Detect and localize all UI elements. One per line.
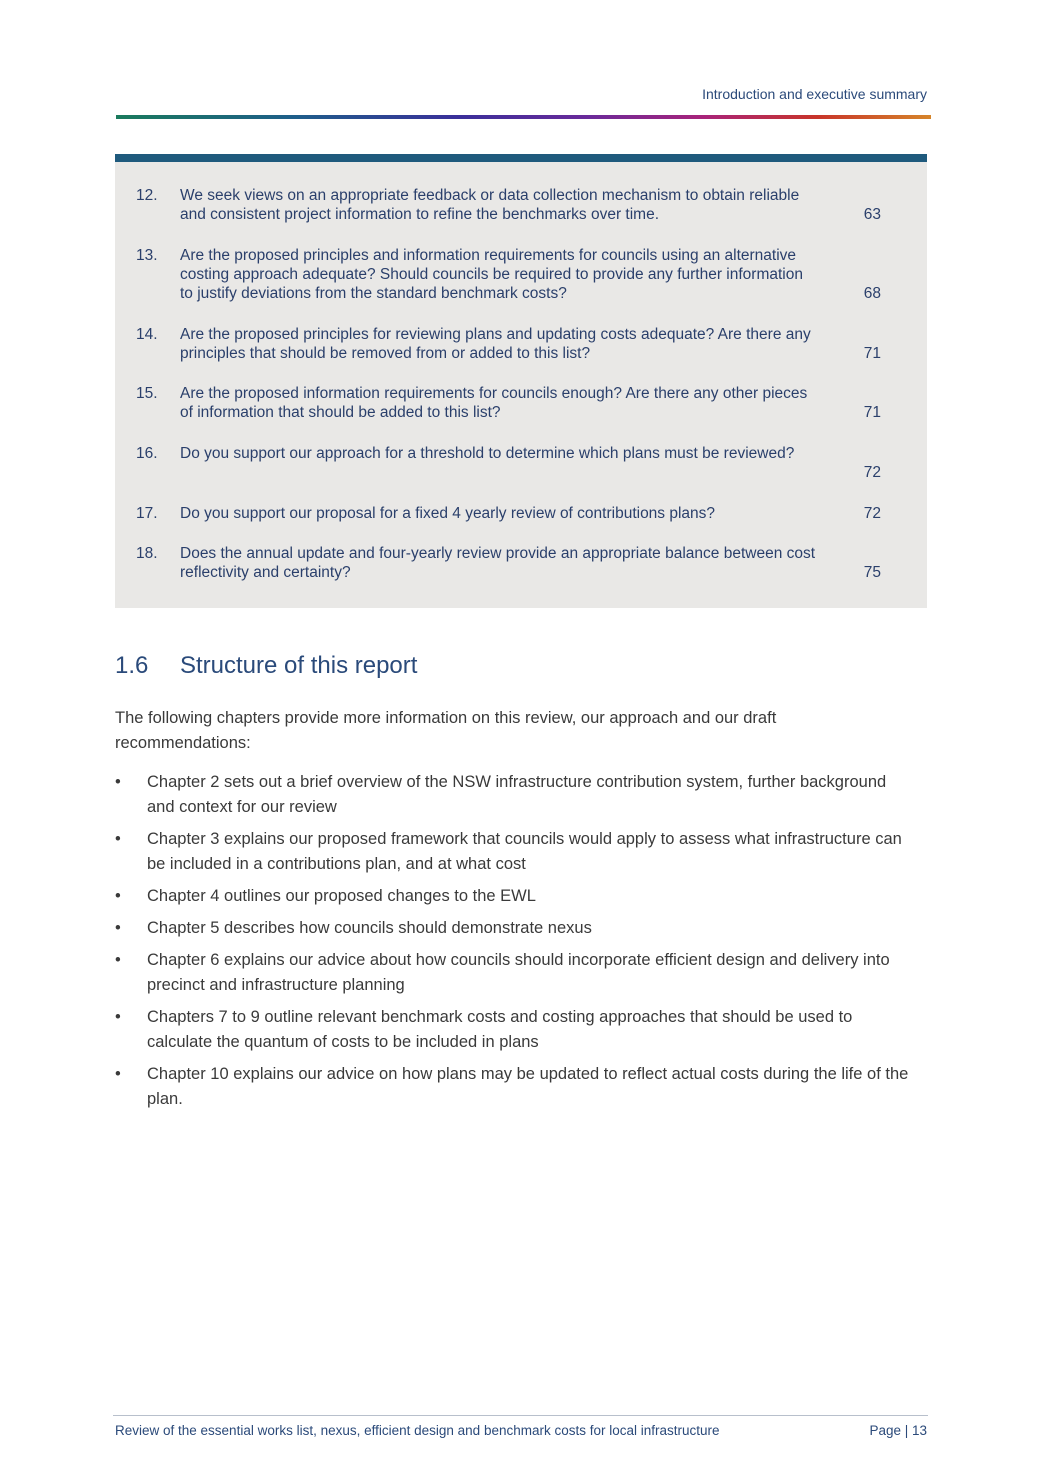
list-item-text: Chapter 6 explains our advice about how councils should incorporate efficient design and delivery into precinct and infrastructure planning (147, 951, 890, 994)
question-number: 16. (136, 445, 158, 462)
question-text: Do you support our proposal for a fixed 4 yearly review of contributions plans? (180, 505, 716, 522)
section-intro: The following chapters provide more information on this review, our approach and our draft recommendations: (115, 709, 777, 752)
bullet-icon: • (115, 1008, 121, 1026)
section-title: Structure of this report (180, 652, 418, 679)
question-text: Are the proposed information requirements for councils enough? Are there any other pieces of information that should be added to this list? (180, 385, 808, 421)
list-item-text: Chapter 4 outlines our proposed changes to the EWL (147, 887, 536, 905)
footer-rule (113, 1415, 928, 1416)
question-number: 14. (136, 326, 158, 343)
list-item (115, 1005, 910, 1055)
question-number: 15. (136, 385, 158, 402)
list-item (115, 948, 910, 998)
question-page: 71 (863, 345, 881, 362)
question-number: 13. (136, 247, 158, 264)
bullet-icon: • (115, 951, 121, 969)
question-text: Does the annual update and four-yearly review provide an appropriate balance between cost reflectivity and certainty? (180, 545, 816, 581)
question-page: 72 (863, 464, 881, 481)
question-page: 71 (863, 404, 881, 421)
list-item (115, 827, 910, 877)
question-row (115, 246, 927, 303)
question-text: Are the proposed principles for reviewing plans and updating costs adequate? Are there any principles that should be removed from or added to this list? (180, 326, 811, 362)
question-row (115, 186, 927, 224)
list-item-text: Chapters 7 to 9 outline relevant benchmark costs and costing approaches that should be used to calculate the quantum of costs to be included in plans (147, 1008, 853, 1051)
bullet-icon: • (115, 830, 121, 848)
consultation-questions-box (115, 154, 927, 608)
list-item-text: Chapter 3 explains our proposed framework that councils would apply to assess what infrastructure can be included in a contributions plan, and at what cost (147, 830, 902, 873)
bullet-icon: • (115, 919, 121, 937)
question-row (115, 325, 927, 363)
question-text: Do you support our approach for a threshold to determine which plans must be reviewed? (180, 445, 795, 462)
bullet-icon: • (115, 773, 121, 791)
bullet-icon: • (115, 887, 121, 905)
header-gradient-rule (116, 115, 931, 119)
footer-page-number: Page | 13 (869, 1423, 927, 1438)
question-page: 75 (863, 564, 881, 581)
list-item (115, 770, 910, 820)
footer-report-title: Review of the essential works list, nexus, efficient design and benchmark costs for local infrastructure (115, 1423, 720, 1438)
question-row (115, 504, 927, 523)
section-number: 1.6 (115, 652, 149, 679)
question-page: 63 (863, 206, 881, 223)
question-page: 72 (863, 505, 881, 522)
question-number: 17. (136, 505, 158, 522)
list-item (115, 1062, 910, 1112)
question-row (115, 444, 927, 482)
list-item-text: Chapter 5 describes how councils should demonstrate nexus (147, 919, 592, 937)
list-item-text: Chapter 10 explains our advice on how plans may be updated to reflect actual costs during the life of the plan. (147, 1065, 909, 1108)
list-item (115, 916, 910, 941)
question-page: 68 (863, 285, 881, 302)
header-section-title: Introduction and executive summary (702, 86, 927, 102)
bullet-icon: • (115, 1065, 121, 1083)
question-text: Are the proposed principles and information requirements for councils using an alternative costing approach adequate? Should councils be required to provide any further information to justify deviations from the standard benchmark costs? (180, 247, 803, 302)
question-row (115, 384, 927, 422)
list-item (115, 884, 910, 909)
question-text: We seek views on an appropriate feedback or data collection mechanism to obtain reliable and consistent project information to refine the benchmarks over time. (180, 187, 800, 223)
chapter-list (115, 770, 910, 1119)
question-row (115, 544, 927, 582)
question-number: 12. (136, 187, 158, 204)
question-number: 18. (136, 545, 158, 562)
section-heading (115, 652, 417, 680)
list-item-text: Chapter 2 sets out a brief overview of the NSW infrastructure contribution system, further background and context for our review (147, 773, 887, 816)
